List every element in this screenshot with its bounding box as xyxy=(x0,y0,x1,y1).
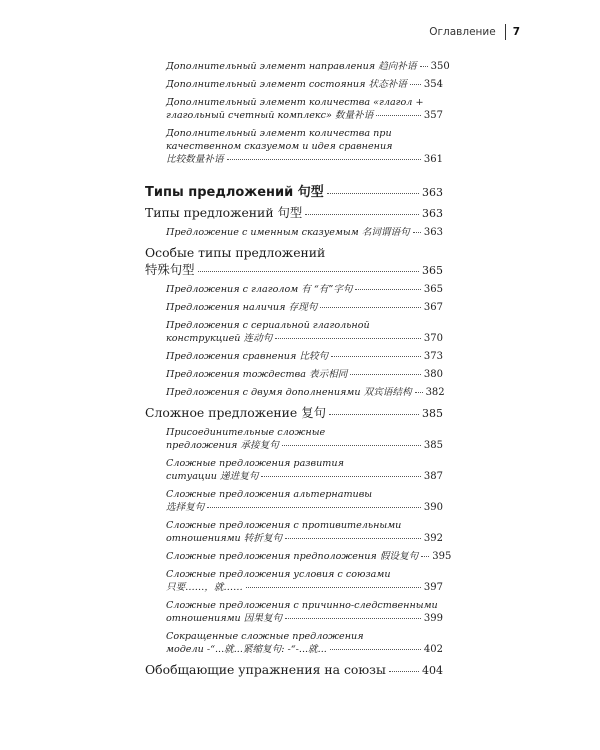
entry-title: Сложные предложения предположения 假设复句 xyxy=(166,551,419,562)
toc-entry[interactable] xyxy=(145,60,450,73)
entry-page: 392 xyxy=(423,533,443,544)
dot-leader xyxy=(329,414,419,415)
entry-page: 385 xyxy=(422,407,443,420)
entry-page: 363 xyxy=(422,186,443,199)
entry-title: конструкцией 连动句 xyxy=(166,333,273,344)
entry-title: Сложные предложения условия с союзами xyxy=(166,569,391,580)
entry-page: 387 xyxy=(423,471,443,482)
dot-leader xyxy=(282,445,421,446)
entry-title: Дополнительный элемент состояния 状态补语 xyxy=(166,79,407,90)
table-of-contents xyxy=(145,60,452,683)
dot-leader xyxy=(420,66,428,67)
dot-leader xyxy=(246,587,421,588)
entry-title: Сложное предложение 复句 xyxy=(145,405,326,420)
entry-title: Дополнительный элемент количества «глагол + xyxy=(166,97,424,108)
toc-entry[interactable] xyxy=(145,96,443,122)
entry-page: 397 xyxy=(423,582,443,593)
entry-title: 特殊句型 xyxy=(145,262,195,277)
entry-title: Предложения наличия 存现句 xyxy=(166,302,318,313)
header-title: Оглавление xyxy=(429,26,496,38)
toc-section[interactable] xyxy=(145,661,443,679)
entry-title: Предложения с глаголом 有 “有”字句 xyxy=(166,284,353,295)
toc-entry[interactable] xyxy=(145,630,443,656)
dot-leader xyxy=(261,476,420,477)
dot-leader xyxy=(350,374,421,375)
entry-title: Предложения сравнения 比较句 xyxy=(166,351,329,362)
toc-section[interactable] xyxy=(145,204,443,222)
toc-entry[interactable] xyxy=(145,599,443,625)
toc-entry[interactable] xyxy=(145,301,443,314)
page-number: 7 xyxy=(512,26,520,38)
entry-title: Дополнительный элемент количества при xyxy=(166,128,392,139)
entry-page: 373 xyxy=(423,351,443,362)
toc-entry[interactable] xyxy=(145,226,443,239)
entry-page: 399 xyxy=(423,613,443,624)
entry-title: Предложения с сериальной глагольной xyxy=(166,320,370,331)
dot-leader xyxy=(227,159,421,160)
toc-entry[interactable] xyxy=(145,319,443,345)
dot-leader xyxy=(320,307,421,308)
toc-chapter[interactable] xyxy=(145,184,443,202)
toc-entry[interactable] xyxy=(145,386,443,399)
dot-leader xyxy=(198,271,419,272)
entry-page: 361 xyxy=(423,154,443,165)
entry-title: отношениями 因果复句 xyxy=(166,613,283,624)
entry-title: Предложение с именным сказуемым 名词谓语句 xyxy=(166,227,410,238)
entry-page: 382 xyxy=(425,387,445,398)
entry-title: 只要……，就…… xyxy=(166,582,243,593)
running-header xyxy=(429,24,520,40)
dot-leader xyxy=(285,538,421,539)
entry-title: Обобщающие упражнения на союзы xyxy=(145,662,386,677)
entry-title: Сокращенные сложные предложения xyxy=(166,631,364,642)
entry-page: 350 xyxy=(430,61,450,72)
entry-page: 404 xyxy=(422,664,443,677)
entry-page: 354 xyxy=(423,79,443,90)
dot-leader xyxy=(410,84,421,85)
entry-title: предложения 承接复句 xyxy=(166,440,279,451)
entry-title: Присоединительные сложные xyxy=(166,427,326,438)
header-divider xyxy=(505,24,506,40)
dot-leader xyxy=(389,671,419,672)
dot-leader xyxy=(207,507,421,508)
entry-title: Дополнительный элемент направления 趋向补语 xyxy=(166,61,417,72)
toc-entry[interactable] xyxy=(145,283,443,296)
entry-page: 402 xyxy=(423,644,443,655)
entry-page: 365 xyxy=(422,264,443,277)
entry-title: Особые типы предложений xyxy=(145,245,326,260)
entry-page: 363 xyxy=(422,207,443,220)
entry-title: Сложные предложения с причинно-следственными xyxy=(166,600,438,611)
toc-entry[interactable] xyxy=(145,350,443,363)
toc-entry[interactable] xyxy=(145,426,443,452)
dot-leader xyxy=(285,618,421,619)
entry-page: 385 xyxy=(423,440,443,451)
entry-page: 370 xyxy=(423,333,443,344)
dot-leader xyxy=(421,556,429,557)
toc-entry[interactable] xyxy=(145,568,443,594)
dot-leader xyxy=(376,115,421,116)
entry-page: 357 xyxy=(423,110,443,121)
entry-title: ситуации 递进复句 xyxy=(166,471,259,482)
toc-entry[interactable] xyxy=(145,550,452,563)
entry-title: Сложные предложения с противительными xyxy=(166,520,402,531)
toc-entry[interactable] xyxy=(145,519,443,545)
entry-page: 363 xyxy=(423,227,443,238)
entry-title: 比较数量补语 xyxy=(166,154,224,165)
toc-entry[interactable] xyxy=(145,127,443,166)
entry-title: качественном сказуемом и идея сравнения xyxy=(166,141,393,152)
entry-title: Предложения тождества 表示相同 xyxy=(166,369,348,380)
entry-title: модели -“...就...紧缩复句: -“-...就... xyxy=(166,644,327,655)
entry-title: Сложные предложения альтернативы xyxy=(166,489,373,500)
entry-page: 367 xyxy=(423,302,443,313)
entry-title: глагольный счетный комплекс» 数量补语 xyxy=(166,110,374,121)
entry-page: 395 xyxy=(432,551,452,562)
entry-page: 380 xyxy=(423,369,443,380)
entry-title: Типы предложений 句型 xyxy=(145,185,324,200)
entry-title: 选择复句 xyxy=(166,502,205,513)
entry-title: Предложения с двумя дополнениями 双宾语结构 xyxy=(166,387,412,398)
entry-page: 390 xyxy=(423,502,443,513)
entry-title: Типы предложений 句型 xyxy=(145,205,303,220)
toc-section[interactable] xyxy=(145,404,443,422)
dot-leader xyxy=(331,356,421,357)
dot-leader xyxy=(305,214,419,215)
entry-title: Сложные предложения развития xyxy=(166,458,344,469)
dot-leader xyxy=(355,289,420,290)
toc-entry[interactable] xyxy=(145,78,443,91)
entry-page: 365 xyxy=(423,284,443,295)
dot-leader xyxy=(415,392,423,393)
toc-entry[interactable] xyxy=(145,457,443,483)
dot-leader xyxy=(330,649,421,650)
toc-section[interactable] xyxy=(145,244,443,279)
toc-entry[interactable] xyxy=(145,368,443,381)
dot-leader xyxy=(275,338,421,339)
entry-title: отношениями 转折复句 xyxy=(166,533,283,544)
dot-leader xyxy=(327,193,419,194)
dot-leader xyxy=(413,232,421,233)
toc-entry[interactable] xyxy=(145,488,443,514)
